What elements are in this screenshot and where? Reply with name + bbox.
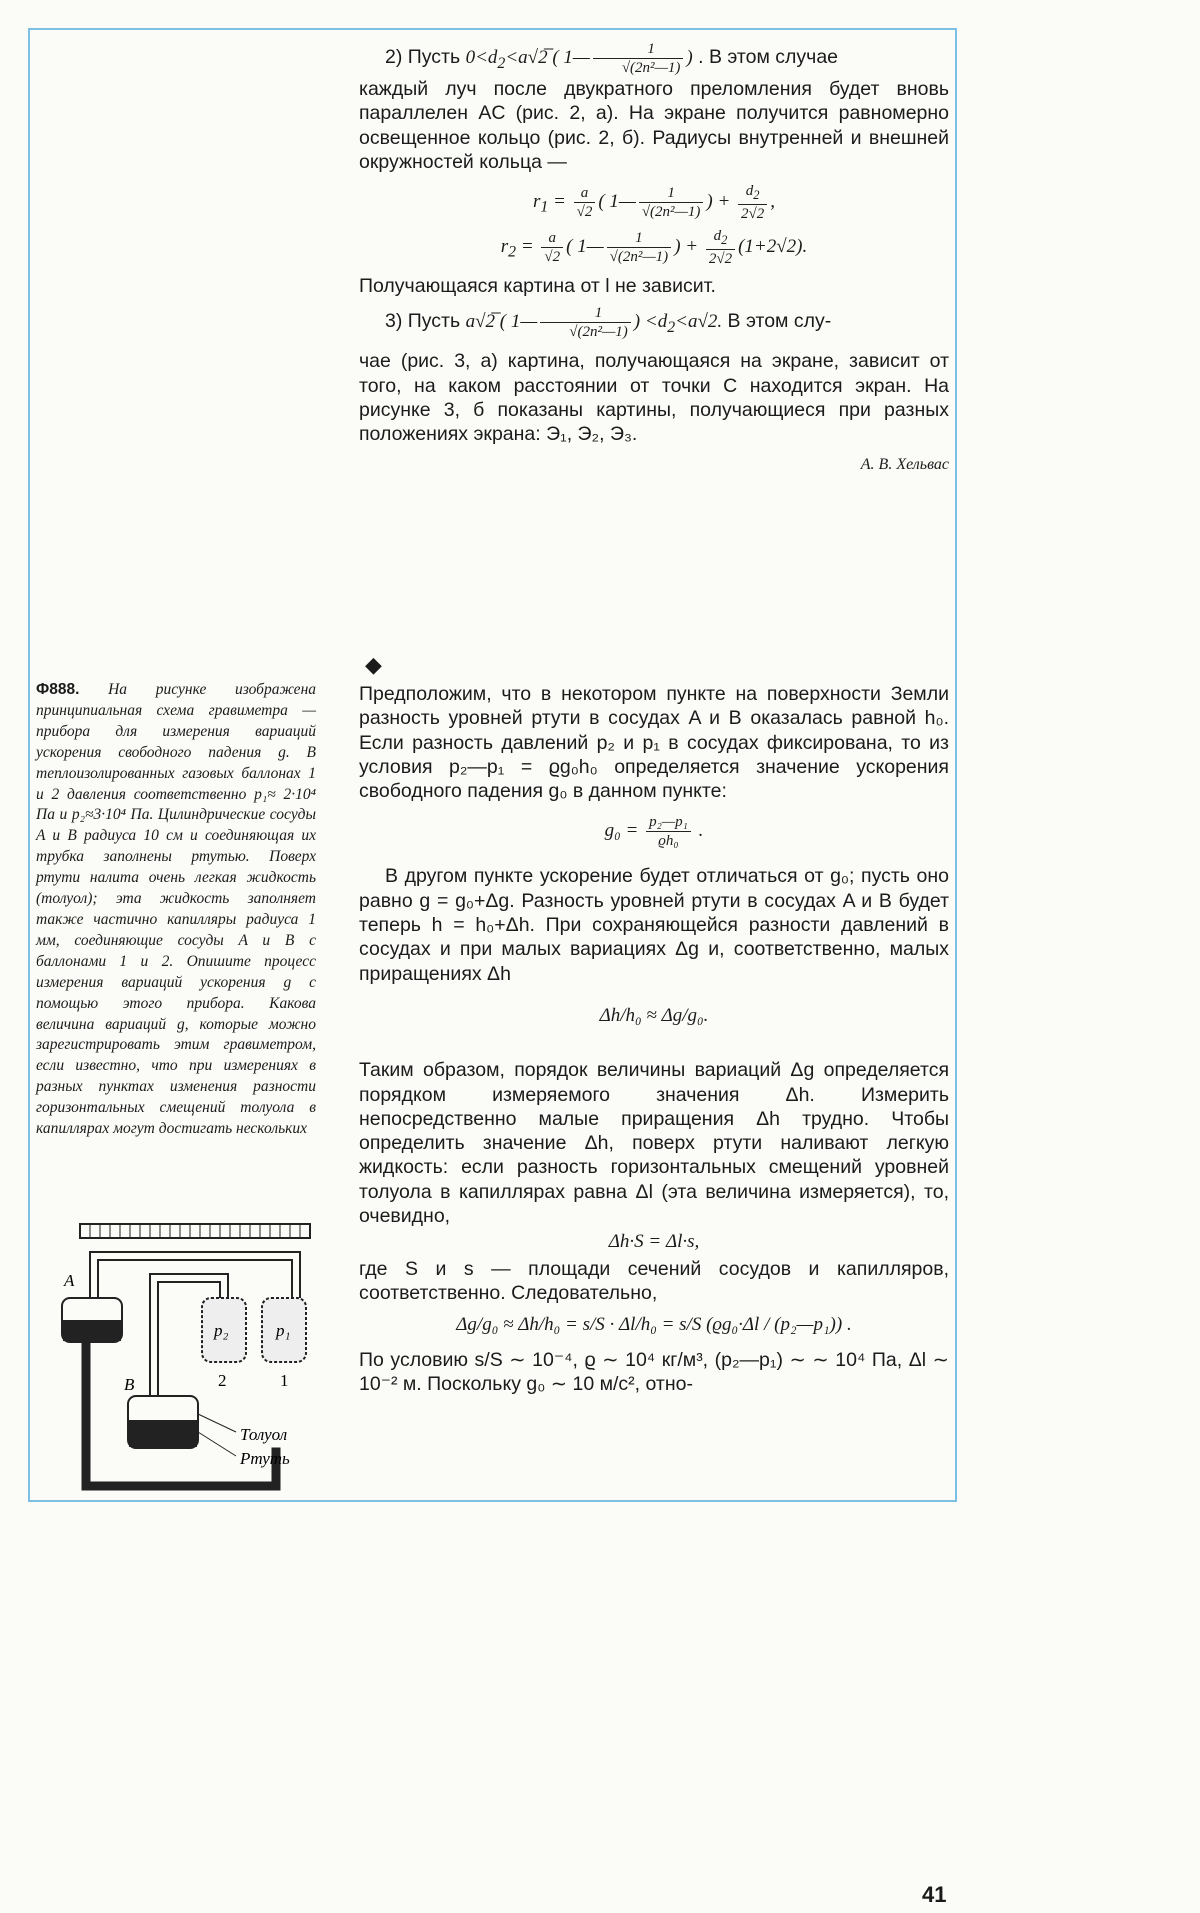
solution-paragraph-5: По условию s/S ∼ 10⁻⁴, ϱ ∼ 10⁴ кг/м³, (p₂—p₁) ∼ ∼ 10⁴ Па, Δl ∼ 10⁻² м. Поскольку g₀ ∼ 10 м/с², отно- (359, 1348, 949, 1395)
page-number: 41 (922, 1882, 947, 1907)
problem-statement: На рисунке изображена принципиальная схема гравиметра — прибора для измерения вариаций ускорения свободного падения g. В теплоизолированных газовых баллонах 1 и 2 давления соответственно p₁≈ 2·10⁴ Па и p₂≈3·10⁴ Па. Цилиндрические сосуды A и B радиуса 10 см и соединяющая их трубка заполнены ртутью. Поверх ртути налита очень легкая жидкость (толуол); эта жидкость заполняет также частично капилляры радиуса 1 мм, соединяющие сосуды A и B с баллонами 1 и 2. Опишите процесс измерения вариаций ускорения g с помощью этого прибора. Какова величина вариаций g, которые можно зарегистрировать этим гравиметром, если известно, что при измерениях в разных пунктах изменения разности горизонтальных смещений толуола в капиллярах могут достигать нескольких (36, 681, 317, 1138)
scale-ruler (80, 1224, 310, 1238)
label-toluene: Толуол (240, 1425, 288, 1444)
part-a (359, 40, 949, 477)
case2-body: каждый луч после двукратного преломления будет вновь параллелен AC (рис. 2, a). На экране получится равномерно освещенное кольцо (рис. 2, б). Радиусы внутренней и внешней окружностей кольца — (359, 78, 949, 173)
leader-toluene (198, 1414, 236, 1432)
no-l-dependence: Получающаяся картина от l не зависит. (359, 275, 716, 298)
label-b: B (124, 1375, 135, 1394)
case3-body: чае (рис. 3, a) картина, получающаяся на экране, зависит от того, на каком расстоянии от точки C находится экран. На рисунке 3, б показаны картины, получающиеся при разных положениях экрана: Э₁, Э₂, Э₃. (359, 350, 949, 446)
case3-condition: a√2̅ ( 1— $\frac{1}{\text{√(2n²—1)}}$ ) $<d_2<a√2$. (465, 305, 723, 341)
formula-g0: g₀ = $\frac{\text{p₂—p₁}}{\text{ϱh₀}}$ . (604, 814, 704, 850)
solution-paragraph-4: где S и s — площади сечений сосудов и капилляров, соответственно. Следовательно, (359, 1257, 949, 1304)
label-1: 1 (280, 1371, 289, 1390)
formula-g0-lhs: g₀ = (604, 820, 639, 842)
formula-g0-den: ϱh₀ (658, 833, 679, 850)
case2-tail: . В этом случае (698, 45, 839, 68)
case2-lead: 2) Пусть (385, 45, 461, 68)
case2-condition: $0<d_2<a√2̅$ ( 1— $\frac{1}{\text{√(2n²—1)}}$ ) (465, 41, 693, 76)
author-signature: А. В. Хельвас (860, 455, 949, 473)
solution-paragraph-1: Предположим, что в некотором пункте на поверхности Земли разность уровней ртути в сосудах A и B оказалась равной h₀. Если разность давлений p₂ и p₁ в сосудах фиксирована, то из условия p₂—p₁ = ϱg₀h₀ определяется значение ускорения свободного падения g₀ в данном пункте: (359, 683, 949, 803)
scale-ticks (90, 1224, 300, 1238)
case3-line (359, 304, 949, 341)
label-mercury: Ртуть (240, 1449, 290, 1468)
solution-paragraph-2: В другом пункте ускорение будет отличаться от g₀; пусть оно равно g = g₀+Δg. Разность уровней ртути в сосудах A и B будет теперь h = h₀+Δh. При сохраняющейся разности давлений в сосудах и при малых вариациях Δg и, соответственно, малых приращениях Δh (359, 865, 949, 985)
vessel-b-mercury (129, 1420, 197, 1447)
formula-r2: $r_2$ = $\frac{a}{√2}$ ( 1— $\frac{1}{\text{√(2n²—1)}}$ ) + $\frac{d_2}{2√2}$ (1+2√2). (500, 228, 808, 268)
label-p1: p₁ (276, 1321, 291, 1340)
label-2: 2 (218, 1371, 227, 1390)
gravimeter-figure (50, 1218, 320, 1500)
solution-paragraph-3: Таким образом, порядок величины вариаций Δg определяется порядком измеряемого значения Δh. Измерить непосредственно малые приращения Δh трудно. Чтобы определить значение Δh, поверх ртути наливают легкую жидкость: если разность горизонтальных смещений уровней толуола в капиллярах равна Δl (эта величина измеряется), то, очевидно, (359, 1059, 949, 1228)
formula-g0-num: p₂—p₁ (646, 813, 691, 832)
solution (359, 682, 949, 1396)
case3-lead: 3) Пусть (385, 310, 461, 333)
formula-r1: $r_1$ = $\frac{a}{√2}$ ( 1— $\frac{1}{\text{√(2n²—1)}}$ ) + $\frac{d_2}{2√2}$ , (532, 183, 776, 223)
diamond-icon: ◆ (365, 652, 382, 677)
case2-line (359, 40, 949, 77)
problem-text (36, 680, 316, 1140)
vessel-a-mercury (63, 1320, 121, 1341)
label-p2: p₂ (214, 1321, 229, 1340)
formula-ratio: Δh/h₀ ≈ Δg/g₀. (599, 1004, 709, 1026)
case3-tail: В этом слу- (727, 310, 832, 333)
problem-number: Ф888. (36, 681, 80, 698)
leader-mercury (198, 1432, 236, 1456)
formula-volume: Δh·S = Δl·s, (608, 1231, 700, 1253)
label-a: A (64, 1271, 75, 1290)
formula-final: Δg/g₀ ≈ Δh/h₀ = s/S · Δl/h₀ = s/S (ϱg₀·Δl / (p₂—p₁)) . (456, 1314, 852, 1336)
